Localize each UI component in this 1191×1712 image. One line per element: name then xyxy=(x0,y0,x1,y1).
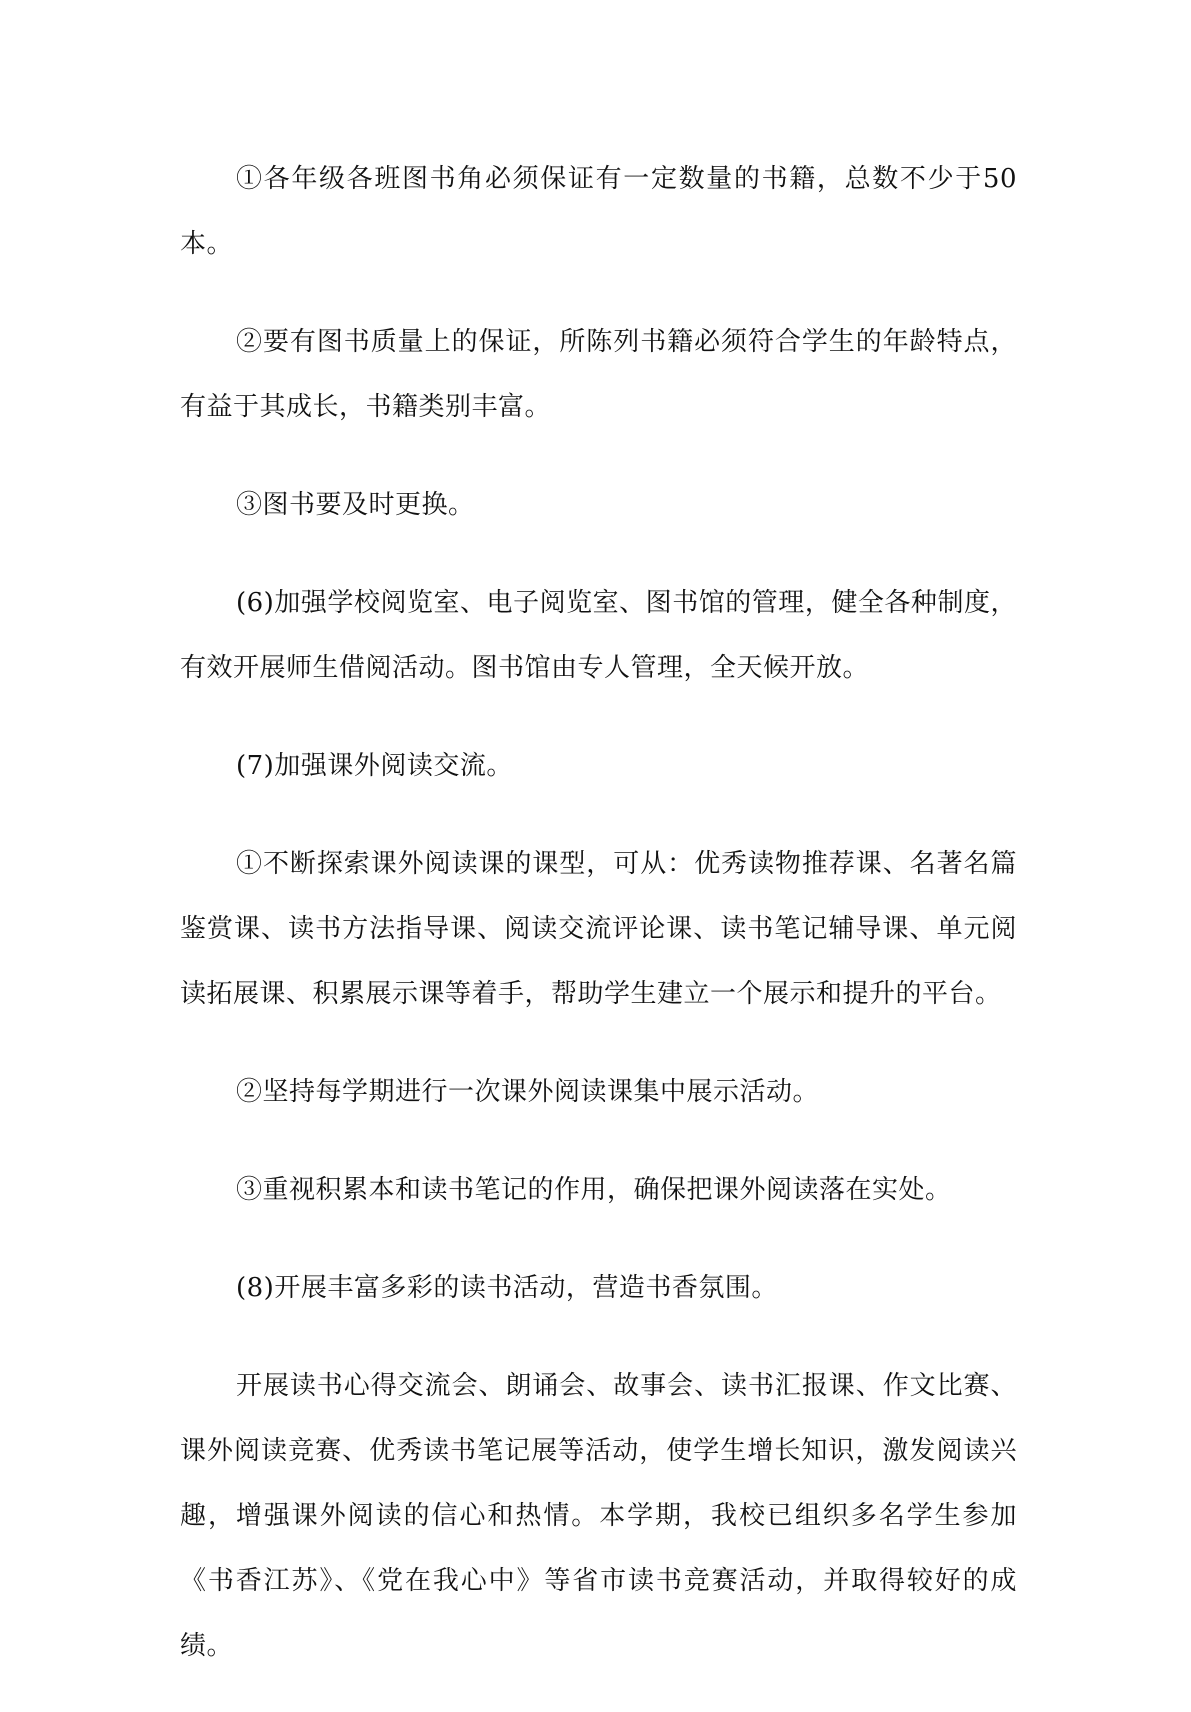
document-body xyxy=(180,147,1017,1712)
paragraph-reading-activities-heading: (8)开展丰富多彩的读书活动，营造书香氛围。 xyxy=(236,1273,778,1303)
paragraph-reading-course-types: ①不断探索课外阅读课的课型，可从：优秀读物推荐课、名著名篇鉴赏课、读书方法指导课、阅读交流评论课、读书笔记辅导课、单元阅读拓展课、积累展示课等着手，帮助学生建立一个展示和提升的平台。 xyxy=(180,849,1017,1009)
paragraph-reading-exchange-heading: (7)加强课外阅读交流。 xyxy=(236,751,513,781)
paragraph-book-corner-quantity: ①各年级各班图书角必须保证有一定数量的书籍，总数不少于50本。 xyxy=(180,164,1017,259)
paragraph-library-management: (6)加强学校阅览室、电子阅览室、图书馆的管理，健全各种制度，有效开展师生借阅活动。图书馆由专人管理，全天候开放。 xyxy=(180,588,1017,683)
paragraph-reading-activities-detail: 开展读书心得交流会、朗诵会、故事会、读书汇报课、作文比赛、课外阅读竞赛、优秀读书笔记展等活动，使学生增长知识，激发阅读兴趣，增强课外阅读的信心和热情。本学期，我校已组织多名学生参加《书香江苏》、《党在我心中》等省市读书竞赛活动，并取得较好的成绩。 xyxy=(180,1371,1017,1661)
paragraph-semester-showcase: ②坚持每学期进行一次课外阅读课集中展示活动。 xyxy=(236,1077,820,1107)
paragraph-reading-notes: ③重视积累本和读书笔记的作用，确保把课外阅读落在实处。 xyxy=(236,1175,952,1205)
paragraph-book-quality: ②要有图书质量上的保证，所陈列书籍必须符合学生的年龄特点，有益于其成长，书籍类别丰富。 xyxy=(180,327,1017,422)
paragraph-book-replacement: ③图书要及时更换。 xyxy=(236,490,475,520)
